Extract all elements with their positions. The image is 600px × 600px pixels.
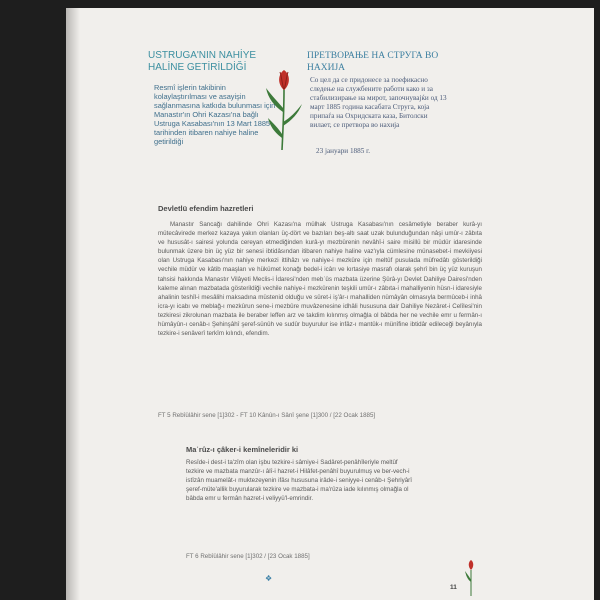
- document-page: [66, 8, 594, 600]
- page-number: 11: [450, 584, 457, 591]
- diamond-ornament-icon: ❖: [265, 574, 273, 583]
- page-gutter-shadow: [66, 8, 80, 600]
- tulip-illustration-icon: [262, 60, 306, 152]
- document-reference: FT 5 Rebîülâhir sene [1]302 - FT 10 Kânûn-ı Sânî şene [1]300 / [22 Ocak 1885]: [158, 412, 376, 419]
- petition-reference: FT 6 Rebîülâhir sene [1]302 / [23 Ocak 1885]: [186, 553, 310, 560]
- macedonian-summary: Со цел да се придонесе за поефикасно следење на службените работи како и за стабилизирање на мирот, започнувајќи од 13 март 1885 година касабата Струга, која припаѓа на Охридската каза, Битолски вилает, се претвора во нахија: [310, 76, 447, 129]
- petition-heading: Maʿrûz-ı çâker-i kemîneleridir ki: [186, 445, 299, 454]
- document-paragraph: Manastır Sancağı dahilinde Ohri Kazası'na mülhak Ustruga Kasabası'nın cesâmetiyle beraber kurâ-yı mütecâvirede merkez kazaya yakın olanları üç-dört ve bazıları beş-altı saat uzak bulunduğundan nâşi umûr-ı zâbıta ve hususât-ı sairesi yolunda cereyan etmediğinden kurâ-yı mezbûrenin nevâhî-i saire misillü bir müdür idaresinde bulunmak üzere bin üç yüz bir senesi ibtidâsından itibaren nahiye haline vaz'ıyla cümlesine münasebet-i mevkiiyesi olan Ustruga Kasabası'nın nahiye merkezi ittihâzı ve nahiye-i mezkûre için meltûf pusulada müfredâtı gösterildiği vechile müdür ve kâtib maaşları ve hükümet konağı bedel-i icârı ve kırtasiye masrafı olarak şehrî bin üç yüz kuruşun tahsisi hakkında Manastır Vilâyeti Meclis-i İdaresi'nden mebʿûs mazbata üzerine Şûrâ-yı Devlet Dahiliye Dairesi'nden kaleme alınan mazbatada gösterildiği vechile nahiye-i mezkûrenin teşkili umûr-ı zâbıta-i mahalliyenin hüsn-i idaresiyle ahalinin teshîl-i mesâlihi maksadına müstenid olduğu ve sûret-i iş'âr-ı mahalliden nümâyân olmasıyla bermûceb-i inhâ icra-yı icabı ve meblağ-ı mezkûrun sene-i mezbûre muvâzenesine idhâli hususuna dair Dahiliye Nezâret-i Celîlesi'nin tezkiresi zikrolunan mazbata ile beraber leffen arz ve takdim kılınmış olmağla ol bâbda her ne vechile emr u fermân-ı hümâyûn-ı cenâb-ı Şehinşâhî şeref-sünûh ve sudûr buyurulur ise infâz-ı mantûk-ı münîfine ibtidâr edileceği beyânıyla tezkire-i senâverî terkîm kılındı, efendim.: [158, 221, 482, 338]
- turkish-summary: Resmî işlerin takibinin kolaylaştırılması ve asayişin sağlanmasına katkıda bulunması için Manastır'ın Ohri Kazası'na bağlı Ustruga Kasabası'nın 13 Mart 1885 tarihinden itibaren nahiye haline getirildiği: [154, 83, 276, 146]
- macedonian-title: ПРЕТВОРАЊЕ НА СТРУГА ВО НАХИЈА: [307, 51, 439, 73]
- macedonian-date: 23 јануари 1885 г.: [316, 147, 371, 155]
- document-heading: Devletlü efendim hazretleri: [158, 204, 254, 213]
- turkish-title: USTRUGA'NIN NAHİYE HALİNE GETİRİLDİĞİ: [148, 50, 257, 73]
- small-tulip-icon: [464, 556, 478, 596]
- petition-body: Resîde-i dest-i ta'zîm olan işbu tezkire-i sâmiye-i Sadâret-penâhîleriyle meltûf tezkire ve mazbata manzûr-ı âlî-i hazret-i Hilâfet-penâhî buyurulmuş ve ber-vech-i istîzân muamelât-ı muktezeyenin ifâsı hususuna irâde-i seniyye-i cenâb-ı Şehriyârî şeref-müte'allik buyurularak tezkire ve mazbata-i ma'rûza iade kılınmış olmağla ol bâbda emr u fermân hazret-i veliyyü'l-emrindir.: [186, 459, 412, 503]
